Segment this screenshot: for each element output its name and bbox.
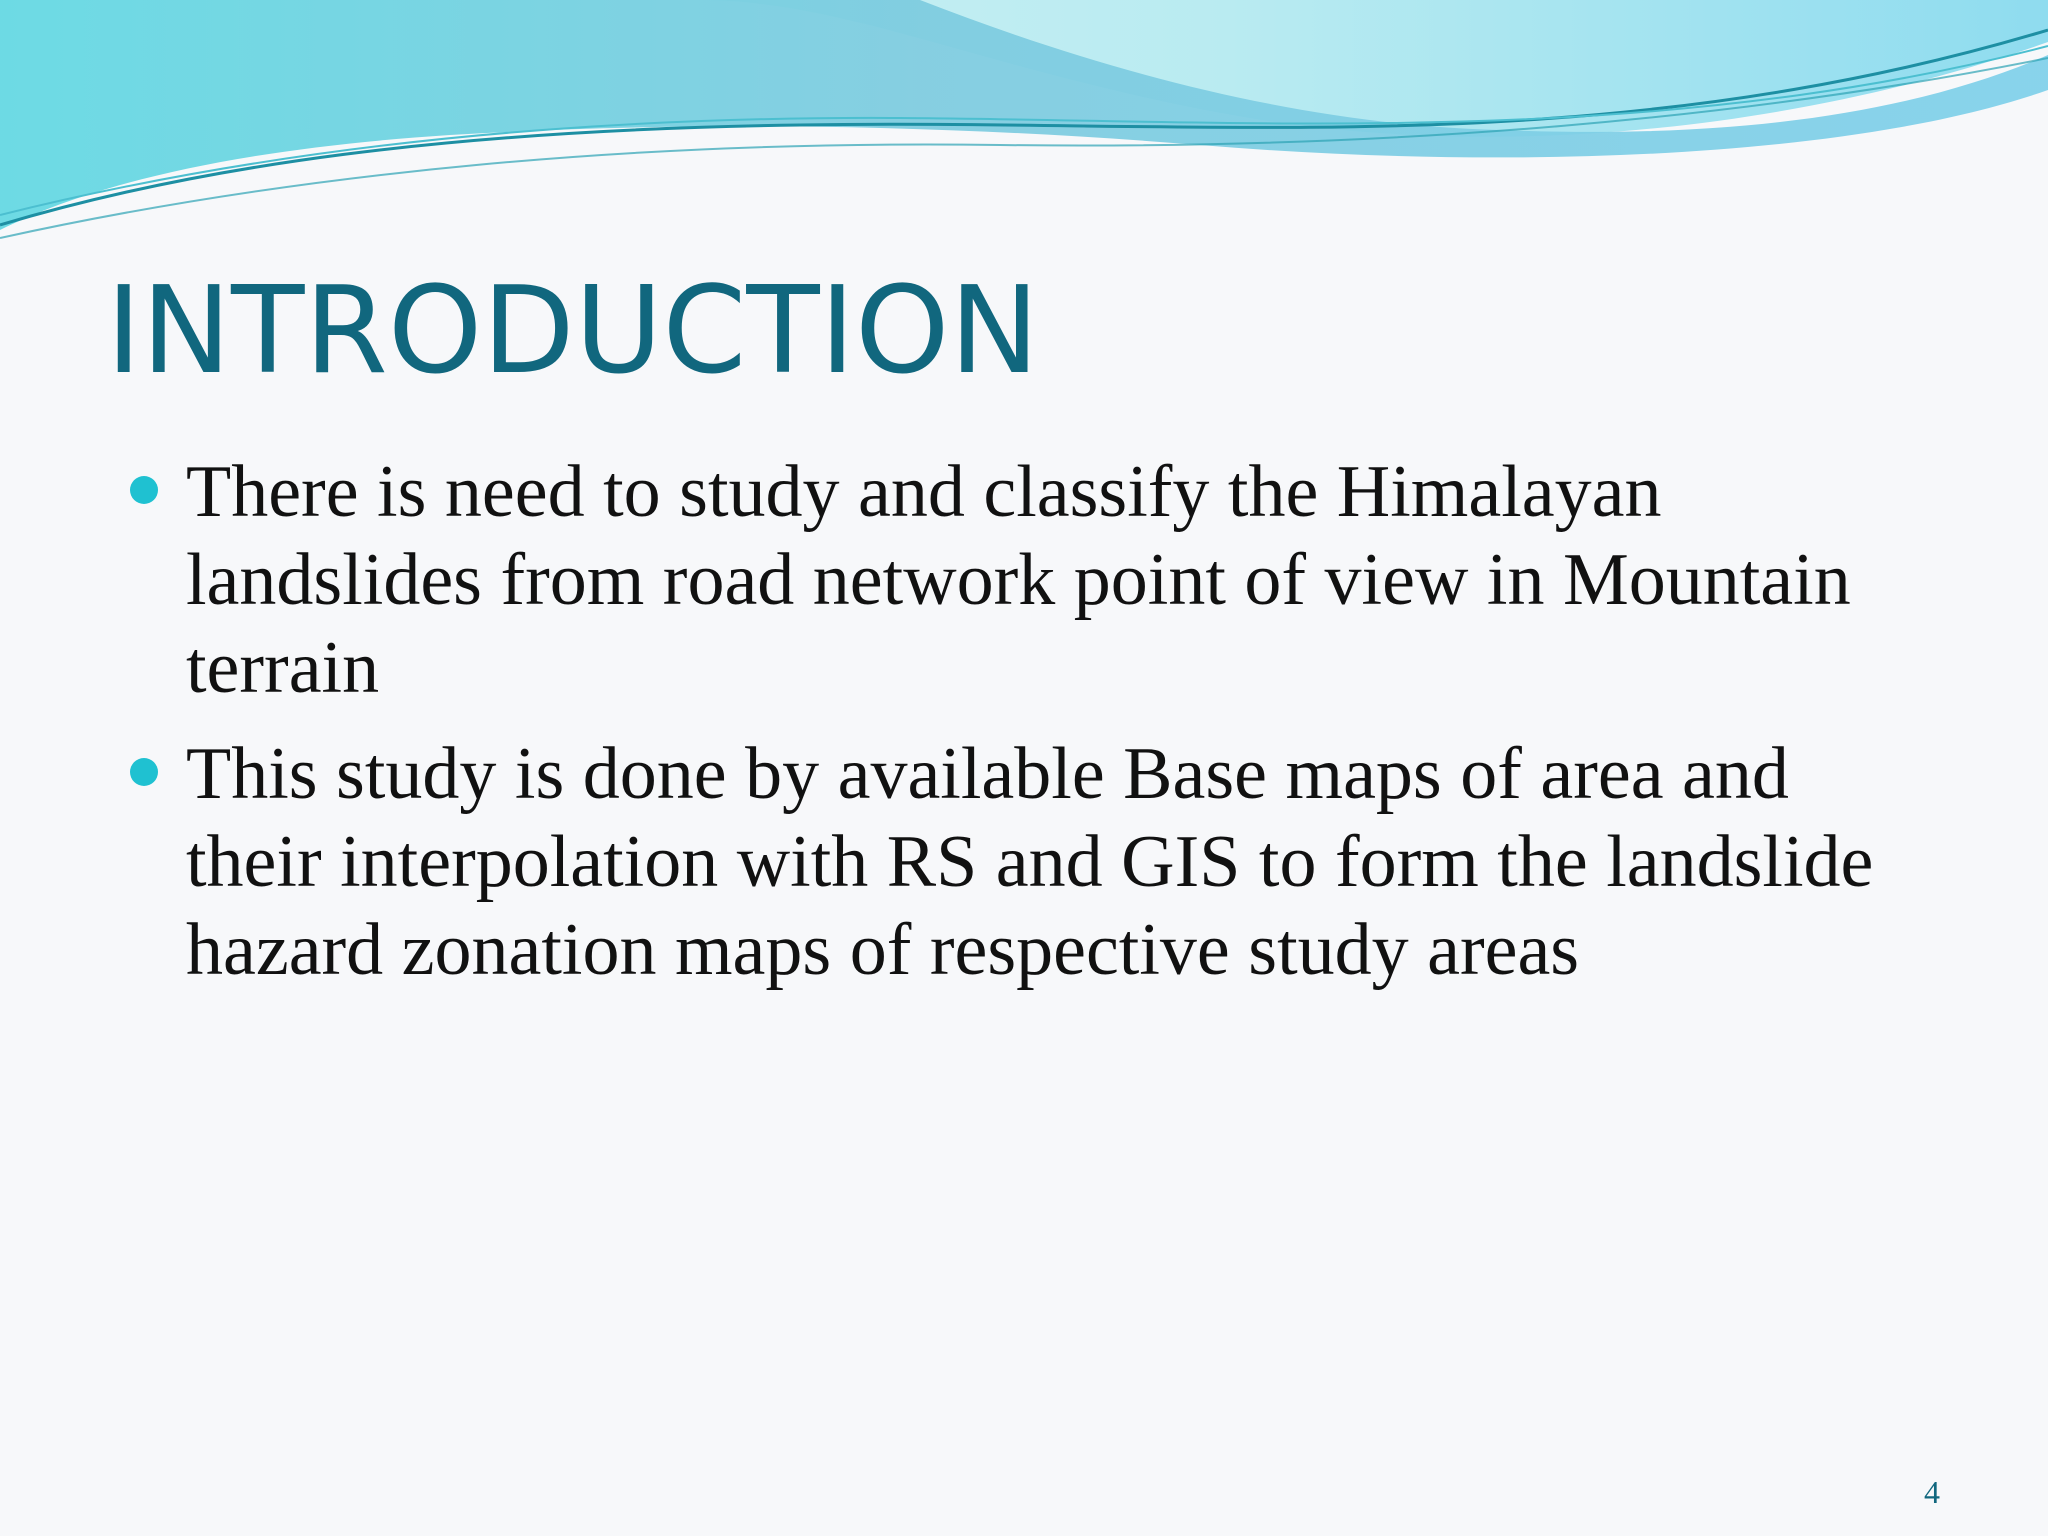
- bullet-marker-icon: [130, 758, 158, 786]
- decorative-wave-header: [0, 0, 2048, 260]
- slide-title: INTRODUCTION: [106, 262, 1040, 401]
- bullet-item-2: [130, 730, 1930, 994]
- bullet-text-2: This study is done by available Base maps of area and their interpolation with RS and GIS to form the landslide hazard zonation maps of respective study areas: [186, 733, 1874, 991]
- bullet-text-1: There is need to study and classify the Himalayan landslides from road network point of view in Mountain terrain: [186, 451, 1851, 709]
- page-number: 4: [1924, 1474, 1940, 1510]
- bullet-item-1: [130, 448, 1930, 712]
- bullet-marker-icon: [130, 476, 158, 504]
- bullet-list: [130, 448, 1930, 994]
